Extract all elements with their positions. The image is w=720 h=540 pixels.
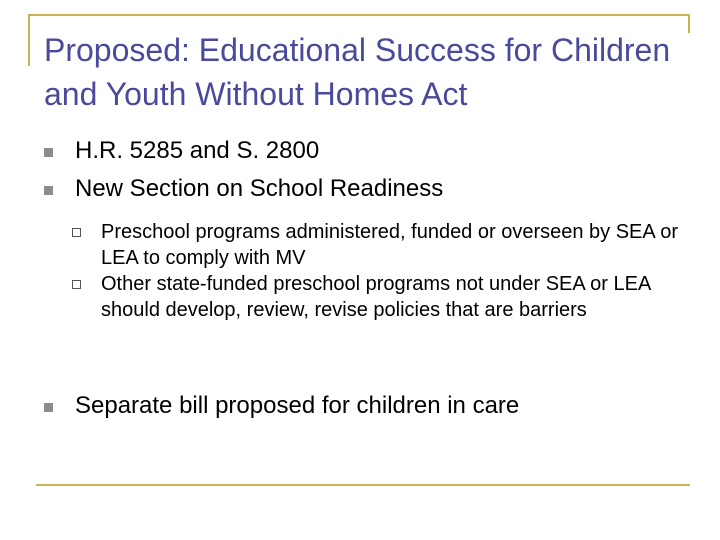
bullet-item (44, 174, 443, 204)
square-bullet-icon (44, 186, 53, 195)
bullet-item (44, 136, 319, 166)
square-bullet-icon (44, 148, 53, 157)
slide-title: Proposed: Educational Success for Children and Youth Without Homes Act (44, 32, 671, 112)
frame-left-line (28, 14, 30, 66)
bullet-text: Separate bill proposed for children in care (75, 392, 520, 419)
sub-bullet-item (72, 271, 691, 323)
frame-right-line (688, 14, 690, 33)
bullet-text: New Section on School Readiness (75, 175, 444, 202)
bullet-item (44, 391, 519, 421)
sub-bullet-text: Preschool programs administered, funded or overseen by SEA or LEA to comply with MV (101, 221, 678, 269)
sub-bullet-text: Other state-funded preschool programs not under SEA or LEA should develop, review, revise policies that are barriers (101, 273, 651, 321)
square-bullet-icon (44, 403, 53, 412)
hollow-square-bullet-icon (72, 280, 81, 289)
bullet-text: H.R. 5285 and S. 2800 (75, 137, 320, 164)
frame-top-line (28, 14, 690, 16)
sub-bullet-item (72, 219, 691, 271)
frame-bottom-line (36, 484, 690, 486)
hollow-square-bullet-icon (72, 228, 81, 237)
